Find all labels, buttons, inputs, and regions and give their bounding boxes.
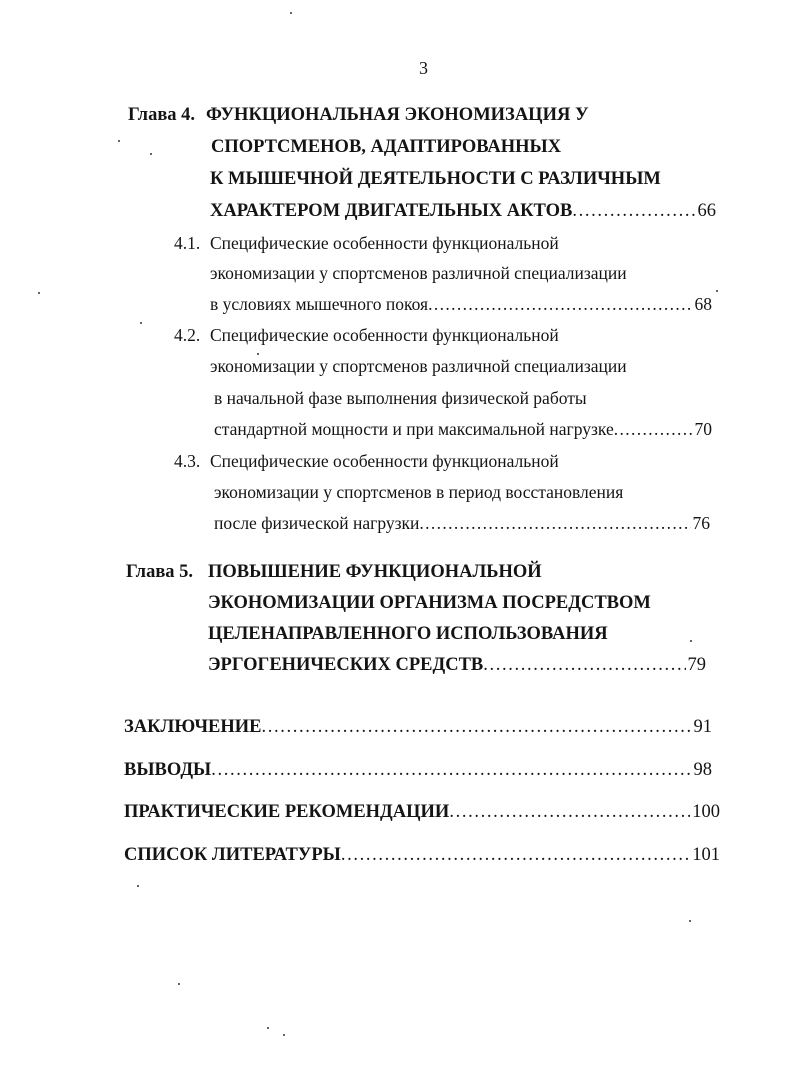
dot-leader <box>572 202 695 221</box>
references-title: СПИСОК ЛИТЕРАТУРЫ <box>124 845 341 865</box>
section-4-2-line1: Специфические особенности функциональной <box>210 325 559 345</box>
dot-leader <box>419 515 690 533</box>
section-4-3-number: 4.3. <box>174 451 201 471</box>
chapter-5-page: 79 <box>687 655 706 675</box>
section-4-1-line1: Специфические особенности функциональной <box>210 233 559 253</box>
section-4-1-entry[interactable] <box>210 296 712 314</box>
chapter-5-title-line1: ПОВЫШЕНИЕ ФУНКЦИОНАЛЬНОЙ <box>208 562 542 582</box>
scan-speck <box>137 885 139 887</box>
scan-speck <box>150 153 152 155</box>
section-4-1-line2: экономизации у спортсменов различной специализации <box>210 263 627 283</box>
findings-title: ВЫВОДЫ <box>124 760 212 780</box>
chapter-4-entry[interactable] <box>210 202 716 221</box>
scan-speck <box>257 353 259 355</box>
scan-speck <box>716 290 718 292</box>
section-4-3-line1: Специфические особенности функциональной <box>210 451 559 471</box>
chapter-5-entry[interactable] <box>208 656 706 675</box>
findings-page: 98 <box>693 760 712 780</box>
scan-speck <box>283 1034 285 1036</box>
chapter-4-title-line4: ХАРАКТЕРОМ ДВИГАТЕЛЬНЫХ АКТОВ <box>210 201 573 221</box>
recommendations-title: ПРАКТИЧЕСКИЕ РЕКОМЕНДАЦИИ <box>124 802 450 822</box>
section-4-1-page: 68 <box>694 294 712 314</box>
section-4-2-line4: стандартной мощности и при максимальной нагрузке <box>214 419 614 439</box>
scan-speck <box>140 322 142 324</box>
section-4-3-line2: экономизации у спортсменов в период восстановления <box>214 482 624 502</box>
toc-entry-references[interactable] <box>124 846 720 865</box>
scan-speck <box>267 1027 269 1029</box>
section-4-2-line3: в начальной фазе выполнения физической работы <box>214 388 587 408</box>
section-4-3-line3: после физической нагрузки <box>214 513 420 533</box>
chapter-5-label: Глава 5. <box>126 562 194 582</box>
chapter-5-title-line2: ЭКОНОМИЗАЦИИ ОРГАНИЗМА ПОСРЕДСТВОМ <box>208 593 651 613</box>
dot-leader <box>211 761 691 780</box>
section-4-2-number: 4.2. <box>174 325 201 345</box>
dot-leader <box>428 296 692 314</box>
chapter-5-title-line4: ЭРГОГЕНИЧЕСКИХ СРЕДСТВ <box>208 655 484 675</box>
section-4-2-entry[interactable] <box>214 421 712 439</box>
recommendations-page: 100 <box>692 802 720 822</box>
section-4-3-entry[interactable] <box>214 515 710 533</box>
scan-speck <box>690 640 692 642</box>
scan-speck <box>38 292 40 294</box>
chapter-4-title-line3: К МЫШЕЧНОЙ ДЕЯТЕЛЬНОСТИ С РАЗЛИЧНЫМ <box>210 169 661 189</box>
section-4-2-line2: экономизации у спортсменов различной специализации <box>210 356 627 376</box>
scan-speck <box>118 140 120 142</box>
chapter-5-title-line3: ЦЕЛЕНАПРАВЛЕННОГО ИСПОЛЬЗОВАНИЯ <box>208 624 608 644</box>
references-page: 101 <box>692 845 720 865</box>
chapter-4-page: 66 <box>697 201 716 221</box>
toc-entry-conclusion[interactable] <box>124 718 712 737</box>
section-4-2-page: 70 <box>694 419 712 439</box>
dot-leader <box>262 718 692 737</box>
section-4-1-number: 4.1. <box>174 233 201 253</box>
chapter-4-label: Глава 4. <box>128 105 196 125</box>
page-number: 3 <box>419 58 428 78</box>
scan-speck <box>290 12 292 14</box>
section-4-1-line3: в условиях мышечного покоя <box>210 294 429 314</box>
dot-leader <box>341 846 690 865</box>
section-4-3-page: 76 <box>692 513 710 533</box>
dot-leader <box>449 803 690 822</box>
dot-leader <box>614 421 693 439</box>
scan-speck <box>178 983 180 985</box>
chapter-4-title-line2: СПОРТСМЕНОВ, АДАПТИРОВАННЫХ <box>211 137 562 157</box>
toc-entry-recommendations[interactable] <box>124 803 720 822</box>
conclusion-title: ЗАКЛЮЧЕНИЕ <box>124 717 262 737</box>
toc-entry-findings[interactable] <box>124 761 712 780</box>
chapter-4-title-line1: ФУНКЦИОНАЛЬНАЯ ЭКОНОМИЗАЦИЯ У <box>206 105 589 125</box>
dot-leader <box>483 656 685 675</box>
scan-speck <box>689 920 691 922</box>
conclusion-page: 91 <box>693 717 712 737</box>
